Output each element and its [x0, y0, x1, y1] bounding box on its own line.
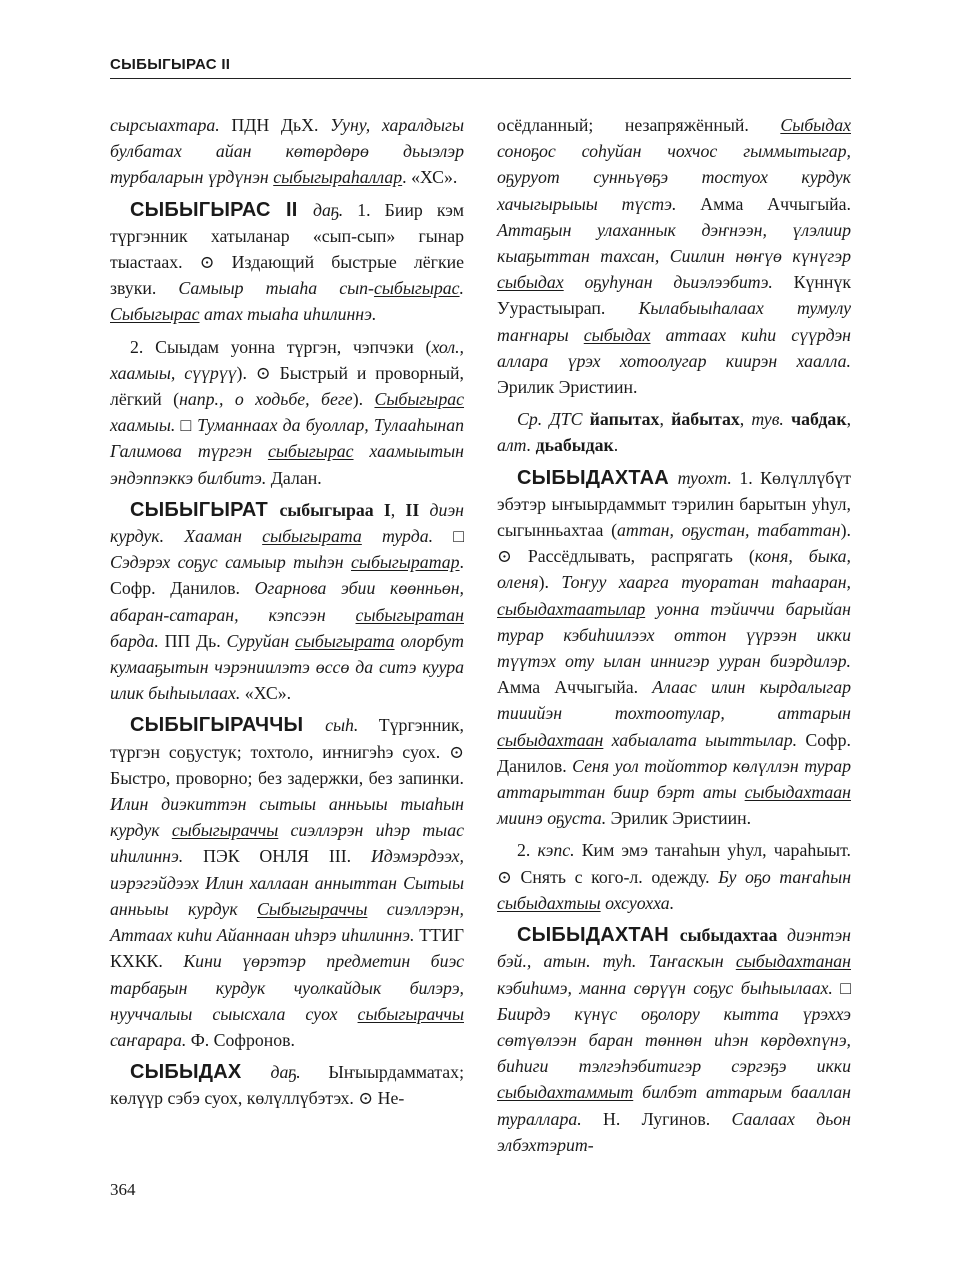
- headword: СЫБЫДАХТАА: [517, 466, 678, 489]
- text-run: Бу оҕо таҥаһын: [718, 866, 852, 887]
- headword: СЫБЫДАХ: [130, 1061, 271, 1084]
- entry-sybygyras-ii-sense-2: [110, 334, 464, 491]
- underlined-example-word: сыбыгырас: [267, 441, 354, 462]
- text-run: сыбыдахтаа: [679, 925, 778, 946]
- text-run: Ыҥыырдамматах; көлүүр сэбэ суох, көлүллүбэтэх. ⊙ Не-: [110, 1062, 465, 1109]
- text-run: напр., о ходьбе, беге: [179, 389, 353, 410]
- underlined-example-word: Сыбыгырас: [374, 389, 465, 410]
- underlined-example-word: Сыбыдах: [780, 115, 851, 135]
- text-run: атах тыаһа иһилиннэ.: [199, 304, 377, 325]
- text-run: дьабыдак: [535, 435, 614, 456]
- text-run: Тоҥуу хаарга туоратан таһааран,: [561, 572, 851, 593]
- text-run: сыһ.: [325, 715, 359, 736]
- text-run: хаамыы.: [110, 415, 181, 436]
- headword: СЫБЫГЫРАЧЧЫ: [130, 714, 326, 737]
- text-run: □: [840, 977, 851, 998]
- text-run: Кини үөрэтэр предметин биэс тарбаҕын курдук чуолкайдык билэрэ, нууччалыы сыысхала суох: [110, 951, 465, 1024]
- headword: СЫБЫГЫРАТ: [130, 498, 280, 521]
- text-run: диэнтэн бэй., атын. туһ. Таҥаскын: [497, 925, 851, 972]
- text-run: Аттаҕын улаханнык дэҥнээн, үлэлиир кыаҕыттан тахсан, Сиилин нөҥүө күнүгэр: [497, 219, 851, 267]
- text-run: .: [459, 278, 464, 299]
- text-run: ПП Дь.: [158, 630, 227, 651]
- text-run: Софр. Данилов.: [497, 729, 851, 776]
- underlined-example-word: сыбыгыраһаллар: [273, 167, 403, 188]
- text-run: Амма Аччыгыйа.: [497, 677, 653, 698]
- underlined-example-word: сыбыгыраччы: [357, 1003, 464, 1024]
- text-run: даҕ.: [312, 199, 344, 220]
- text-run: Биирдэ күнүс оҕолору кытта үрэххэ сөтүөлээн баран төннөн иһэн көрдөхпүнэ, биһиги тэлгэһэбитигэр сэргэҕэ икки: [497, 1003, 851, 1077]
- text-run: коня, быка, оленя: [497, 546, 851, 593]
- entry-sybygyras-ii: [110, 197, 464, 328]
- text-run: барда.: [110, 630, 159, 651]
- text-run: Ууну, харалдыгы булбатах айан көтөрдөрө дьыэлэр турбаларын үрдүнэн: [110, 115, 464, 188]
- text-run: Далан.: [266, 467, 322, 488]
- text-run: Идэмэрдээх, иэрэгэйдээх Илин халлаан анныттан Сытыы анньыы курдук: [110, 846, 464, 919]
- text-run: тув.: [751, 409, 792, 430]
- underlined-example-word: сыбыгыраччы: [171, 820, 279, 841]
- headword: СЫБЫГЫРАС II: [130, 198, 313, 221]
- text-run: [419, 500, 429, 520]
- text-run: ПДН ДьХ.: [219, 115, 331, 135]
- text-run: ПЭК ОНЛЯ III.: [183, 846, 371, 867]
- entry-sybydakhtaa-sense-2: [497, 837, 851, 916]
- underlined-example-word: сыбыгыратан: [355, 604, 464, 625]
- text-run: 2.: [517, 840, 538, 861]
- text-run: Ким эмэ таҥаһын уһул, чараһыыт. ⊙ Снять с кого-л. одежду.: [497, 840, 851, 887]
- text-run: билбэт аттарым бааллан тураллара.: [497, 1082, 851, 1129]
- text-run: Н. Лугинов.: [581, 1108, 732, 1129]
- underlined-example-word: сыбыгырас: [373, 278, 460, 299]
- text-run: □: [180, 415, 198, 436]
- text-run: Сэдэрэх соҕус самыыр тыһэн: [110, 552, 352, 573]
- text-run: 2. Сыыдам уонна түргэн, чэпчэки (: [130, 336, 432, 357]
- etymology-note: [497, 406, 851, 458]
- text-run: Алаас илин кырдалыгар тииийэн тохтоотулар, аттарын: [497, 677, 851, 724]
- text-run: сиэллэрэн иһэр тыас иһилиннэ.: [110, 820, 465, 867]
- underlined-example-word: сыбыдахтаан: [744, 782, 851, 803]
- right-column: [497, 112, 851, 1158]
- text-run: даҕ.: [270, 1062, 301, 1083]
- entry-sybydakhtaa: [497, 465, 851, 832]
- text-run: ,: [390, 499, 406, 520]
- text-run: олорбут кумааҕытын чэрэниилэтэ өссө да ситэ куура илик быһыылаах.: [110, 630, 464, 704]
- text-run: Кылабыыһалаах тумулу таҥнары: [497, 298, 851, 345]
- text-run: уонна тэйиччи барыйан турар кэбиһиилээх оттон үүрээн икки түүтэх оту ылан иннигэр ууран биэрдилэр.: [497, 598, 851, 672]
- text-run: Саалаах дьон элбэхтэрит-: [497, 1108, 852, 1155]
- text-run: Огарнова эбии көөнньөн, абаран-сатаран, кэпсээн: [110, 578, 464, 625]
- underlined-example-word: Сыбыгырас: [110, 304, 200, 325]
- continuation-paragraph: [110, 112, 464, 191]
- text-run: ТТИГ КХКК.: [110, 925, 464, 972]
- headword: СЫБЫДАХТАН: [517, 924, 680, 947]
- text-run: ,: [739, 409, 752, 430]
- text-run: сиэллэрэн, Аттаах киһи Айаннаан иһэрэ иһилиннэ.: [110, 898, 465, 946]
- text-run: турда.: [361, 526, 454, 547]
- text-run: .: [613, 435, 619, 456]
- text-run: 1. Биир кэм түргэнник хатыланар «сып-сып» гынар тыастаах. ⊙ Издающий быстрые лёгкие звуки.: [110, 199, 464, 299]
- underlined-example-word: сыбыдах: [497, 272, 564, 293]
- text-run: ). ⊙ Быстрый и проворный, лёгкий (: [110, 362, 465, 410]
- text-run: йабытах: [671, 409, 740, 430]
- text-run: сырсыахтара.: [110, 115, 220, 135]
- text-run: ,: [659, 409, 672, 430]
- text-run: йапытах: [589, 409, 660, 430]
- underlined-example-word: сыбыдахтанан: [735, 951, 851, 972]
- text-run: ).: [352, 389, 375, 410]
- text-run: аттаах киһи сүүрдэн аллара үрэх хотоолугар киирэн хаалла.: [497, 324, 851, 371]
- underlined-example-word: сыбыдах: [583, 324, 651, 345]
- text-run: Эрилик Эристиин.: [497, 377, 638, 398]
- text-run: Түргэнник, түргэн соҕустук; тохтоло, иҥнигэһэ суох. ⊙ Быстро, проворно; без задержки, без запинки.: [110, 715, 464, 788]
- text-run: аттан, оҕустан, табаттан: [617, 520, 841, 541]
- underlined-example-word: сыбыгыратар: [351, 552, 460, 573]
- text-run: . Софр. Данилов.: [110, 552, 464, 599]
- text-run: «ХС».: [240, 683, 292, 704]
- text-run: Ф. Софронов.: [186, 1029, 295, 1050]
- text-run: ). ⊙ Рассёдлывать, распрягать (: [497, 520, 851, 567]
- text-run: Туманнаах да буоллар, Тулааһынап Галимова түргэн: [110, 415, 465, 462]
- text-run: чабдак: [791, 409, 847, 430]
- underlined-example-word: сыбыдахтыы: [497, 892, 601, 913]
- left-column: [110, 112, 464, 1112]
- running-head: СЫБЫГЫРАС II: [110, 56, 231, 73]
- text-run: 1. Көлүллүбүт эбэтэр ыҥыырдаммыт тэрилин барытын уһул, сыгынньахтаа (: [497, 467, 851, 541]
- text-run: Илин диэкиттэн сытыы анньыы тыаһын курдук: [110, 794, 464, 841]
- text-run: сыбыгыраа I: [279, 499, 391, 520]
- text-run: Суруйан: [226, 630, 295, 651]
- text-run: Эрилик Эристиин.: [606, 808, 752, 829]
- entry-sybygyrachchy: [110, 712, 464, 1053]
- text-run: II: [405, 499, 420, 520]
- entry-sybydakh: [110, 1059, 464, 1111]
- underlined-example-word: Сыбыгыраччы: [256, 898, 368, 919]
- text-run: кэбиһимэ, манна сөрүүн соҕус быһыылаах.: [497, 977, 841, 998]
- underlined-example-word: сыбыгырата: [262, 526, 362, 547]
- text-run: Ср. ДТС: [517, 409, 590, 430]
- continuation-paragraph: [497, 112, 851, 400]
- text-run: хол., хаамыы, сүүрүү: [110, 336, 464, 383]
- entry-sybydakhtan: [497, 922, 851, 1158]
- text-run: Самыыр тыаһа сып-: [178, 278, 374, 299]
- text-run: кэпс.: [537, 840, 575, 861]
- text-run: Амма Аччыгыйа.: [676, 193, 852, 214]
- entry-sybygyrat: [110, 497, 464, 707]
- text-run: □: [453, 526, 464, 547]
- underlined-example-word: сыбыдахтаан: [497, 729, 604, 750]
- text-run: Сеня уол тойоттор көлүллэн турар аттарыттан биир бэрт аты: [497, 755, 851, 803]
- text-run: Күннүк Уурастыырап.: [497, 272, 851, 319]
- underlined-example-word: сыбыдахтаатылар: [497, 598, 646, 619]
- underlined-example-word: сыбыдахтаммыт: [497, 1082, 634, 1103]
- text-run: туохт.: [677, 467, 732, 488]
- text-run: ,: [846, 409, 852, 430]
- text-run: диэн курдук. Хааман: [110, 499, 464, 547]
- text-run: охсуохха.: [600, 892, 675, 913]
- text-run: . «ХС».: [402, 167, 458, 188]
- text-run: ).: [538, 572, 562, 593]
- text-run: оҕуһунан дьиэлээбитэ.: [563, 272, 773, 293]
- text-run: миинэ оҕуста.: [497, 808, 607, 829]
- page-number: 364: [110, 1180, 136, 1199]
- underlined-example-word: сыбыгырата: [294, 630, 395, 651]
- text-run: саҥарара.: [110, 1029, 187, 1050]
- text-run: алт.: [497, 435, 536, 456]
- text-run: хаамыытын эндэппэккэ билбитэ.: [110, 441, 465, 488]
- text-run: хабыалата ыыттылар.: [603, 729, 798, 750]
- text-run: соноҕос соһуйан чохчос гыммытыгар, оҕуруот сунньүөҕэ тостуох курдук хачыгырыыы түстэ.: [497, 141, 851, 214]
- text-run: осёдланный; незапряжённый.: [497, 115, 781, 135]
- header-rule: [110, 78, 851, 79]
